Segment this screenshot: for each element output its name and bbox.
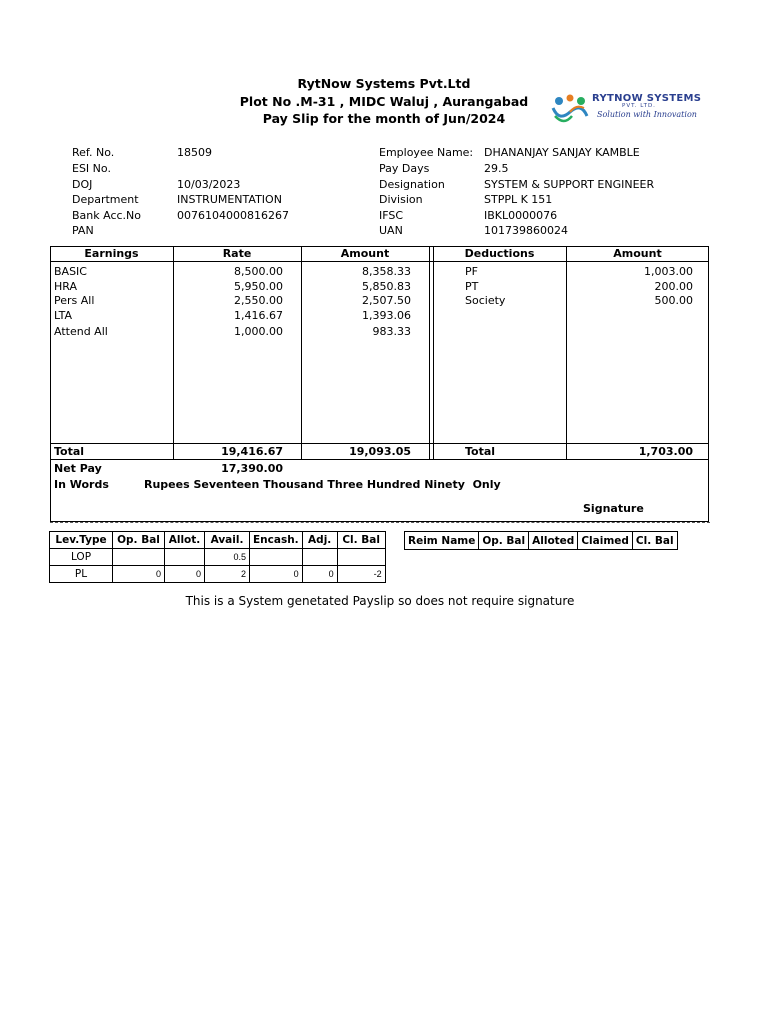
leave-header: Op. Bal xyxy=(113,532,165,549)
deduction-name: PF xyxy=(465,265,478,278)
deduction-name: Society xyxy=(465,294,506,307)
info-label: Bank Acc.No xyxy=(72,209,142,222)
leave-table xyxy=(49,531,386,583)
signature-label: Signature xyxy=(583,502,644,515)
leave-allot: 0 xyxy=(165,566,205,583)
leave-adj xyxy=(302,549,337,566)
net-pay-label: Net Pay xyxy=(54,462,102,475)
leave-header: Adj. xyxy=(302,532,337,549)
leave-allot xyxy=(165,549,205,566)
leave-avail: 0.5 xyxy=(205,549,250,566)
leave-encash xyxy=(250,549,303,566)
total-label: Total xyxy=(54,445,85,458)
info-value: 101739860024 xyxy=(484,224,568,237)
net-pay-value: 17,390.00 xyxy=(221,462,283,475)
in-words-value: Rupees Seventeen Thousand Three Hundred Ninety Only xyxy=(144,478,501,491)
leave-op-bal: 0 xyxy=(113,566,165,583)
deduction-amount: 1,003.00 xyxy=(644,265,693,278)
info-value: 18509 xyxy=(177,146,212,159)
info-value: IBKL0000076 xyxy=(484,209,558,222)
col-divider xyxy=(433,246,434,459)
leave-row xyxy=(50,566,386,583)
earning-rate: 1,000.00 xyxy=(234,325,283,338)
info-value: SYSTEM & SUPPORT ENGINEER xyxy=(484,178,655,191)
info-label: Employee Name: xyxy=(379,146,474,159)
logo-pvt: PVT. LTD. xyxy=(622,103,656,109)
reim-header: Reim Name xyxy=(405,532,479,550)
earning-rate: 5,950.00 xyxy=(234,280,283,293)
earning-rate: 1,416.67 xyxy=(234,309,283,322)
earning-name: HRA xyxy=(54,280,77,293)
reim-header: Op. Bal xyxy=(479,532,529,550)
info-value: INSTRUMENTATION xyxy=(177,193,282,206)
earning-name: Attend All xyxy=(54,325,108,338)
info-label: IFSC xyxy=(379,209,404,222)
leave-header: Avail. xyxy=(205,532,250,549)
logo-name: RYTNOW SYSTEMS xyxy=(592,93,702,104)
info-label: Pay Days xyxy=(379,162,430,175)
th-amount: Amount xyxy=(340,247,390,260)
reimbursement-table xyxy=(404,531,678,550)
total-amount: 19,093.05 xyxy=(349,445,411,458)
th-ded-amount: Amount xyxy=(613,247,662,260)
info-label: Division xyxy=(379,193,423,206)
logo-tagline: Solution with Innovation xyxy=(597,110,697,119)
info-value: 10/03/2023 xyxy=(177,178,241,191)
leave-op-bal xyxy=(113,549,165,566)
footer-note: This is a System genetated Payslip so does not require signature xyxy=(185,594,575,608)
leave-cl-bal xyxy=(337,549,385,566)
info-label: UAN xyxy=(379,224,403,237)
deduction-name: PT xyxy=(465,280,479,293)
leave-header: Encash. xyxy=(250,532,303,549)
info-label: DOJ xyxy=(72,178,93,191)
info-label: Ref. No. xyxy=(72,146,115,159)
reim-header: Cl. Bal xyxy=(632,532,677,550)
earning-rate: 8,500.00 xyxy=(234,265,283,278)
company-address: Plot No .M-31 , MIDC Waluj , Aurangabad xyxy=(239,94,529,109)
reim-header: Claimed xyxy=(578,532,633,550)
payslip-title: Pay Slip for the month of Jun/2024 xyxy=(262,111,506,126)
total-divider-top xyxy=(50,443,709,444)
th-deductions: Deductions xyxy=(464,247,535,260)
earning-amount: 983.33 xyxy=(372,325,411,338)
leave-type: LOP xyxy=(50,549,113,566)
leave-header: Lev.Type xyxy=(50,532,113,549)
th-earnings: Earnings xyxy=(84,247,139,260)
leave-adj: 0 xyxy=(302,566,337,583)
earning-name: BASIC xyxy=(54,265,87,278)
info-value: DHANANJAY SANJAY KAMBLE xyxy=(484,146,640,159)
leave-header: Allot. xyxy=(165,532,205,549)
in-words-label: In Words xyxy=(54,478,109,491)
info-value: STPPL K 151 xyxy=(484,193,553,206)
info-label: PAN xyxy=(72,224,94,237)
leave-row xyxy=(50,549,386,566)
leave-type: PL xyxy=(50,566,113,583)
earning-name: LTA xyxy=(54,309,73,322)
col-divider xyxy=(429,246,430,459)
leave-cl-bal: -2 xyxy=(337,566,385,583)
earning-name: Pers All xyxy=(54,294,95,307)
header-divider xyxy=(50,261,709,262)
info-label: Department xyxy=(72,193,139,206)
earning-rate: 2,550.00 xyxy=(234,294,283,307)
earning-amount: 5,850.83 xyxy=(362,280,411,293)
info-value: 0076104000816267 xyxy=(177,209,289,222)
deduction-total-label: Total xyxy=(465,445,496,458)
earning-amount: 2,507.50 xyxy=(362,294,411,307)
company-name: RytNow Systems Pvt.Ltd xyxy=(297,76,471,91)
earning-amount: 8,358.33 xyxy=(362,265,411,278)
deduction-amount: 200.00 xyxy=(654,280,693,293)
deduction-total: 1,703.00 xyxy=(638,445,693,458)
earning-amount: 1,393.06 xyxy=(362,309,411,322)
info-value: 29.5 xyxy=(484,162,509,175)
info-label: Designation xyxy=(379,178,445,191)
leave-avail: 2 xyxy=(205,566,250,583)
reim-header: Alloted xyxy=(529,532,578,550)
deduction-amount: 500.00 xyxy=(654,294,693,307)
leave-header: Cl. Bal xyxy=(337,532,385,549)
separator-line xyxy=(50,522,710,523)
company-logo-icon xyxy=(550,92,590,126)
info-label: ESI No. xyxy=(72,162,111,175)
th-rate: Rate xyxy=(222,247,252,260)
total-rate: 19,416.67 xyxy=(221,445,283,458)
total-divider-bottom xyxy=(50,459,709,460)
leave-encash: 0 xyxy=(250,566,303,583)
